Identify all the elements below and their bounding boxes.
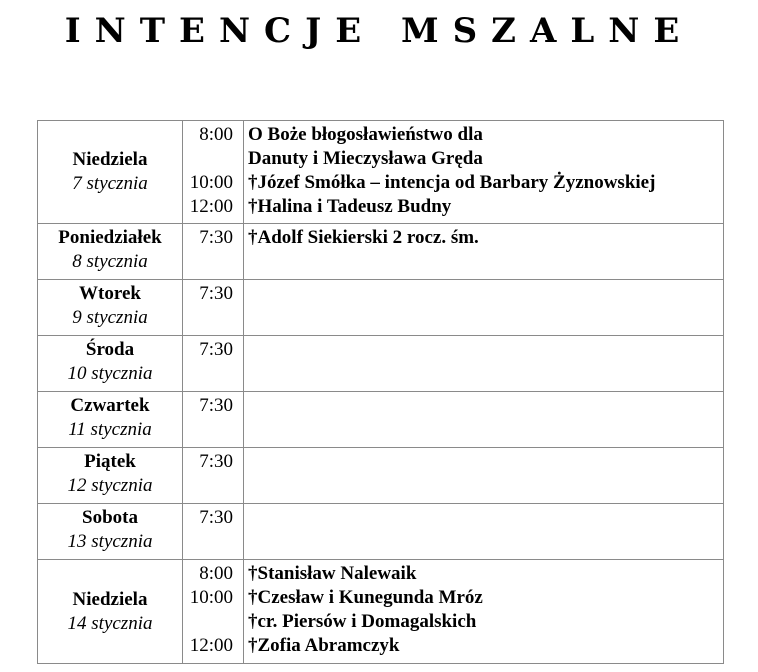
intention-text: †Adolf Siekierski 2 rocz. śm. [248, 227, 479, 248]
day-name: Niedziela [72, 588, 148, 610]
intention-text: †cr. Piersów i Domagalskich [248, 611, 477, 632]
day-name: Niedziela [72, 149, 148, 170]
mass-time [183, 610, 233, 634]
time-cell [183, 392, 244, 448]
mass-time: 10:00 [189, 587, 233, 608]
day-date: 13 stycznia [67, 531, 153, 552]
mass-time: 7:30 [199, 395, 233, 416]
mass-time: 7:30 [199, 451, 233, 472]
table-row [38, 504, 724, 560]
intention-cell [244, 224, 724, 280]
table-row [38, 448, 724, 504]
day-cell [38, 280, 183, 336]
mass-intentions-table [37, 120, 724, 664]
intention-text: †Czesław i Kunegunda Mróz [248, 587, 483, 608]
mass-time: 7:30 [199, 227, 233, 248]
table-row [38, 224, 724, 280]
mass-time: 8:00 [199, 563, 233, 584]
time-cell [183, 121, 244, 224]
mass-time: 10:00 [189, 172, 233, 193]
day-date: 8 stycznia [72, 251, 148, 272]
day-date: 11 stycznia [68, 419, 152, 440]
intention-text: Danuty i Mieczysława Gręda [248, 148, 483, 169]
intention-text: †Józef Smółka – intencja od Barbary Żyznowskiej [248, 172, 656, 193]
day-cell [38, 448, 183, 504]
mass-time: 7:30 [199, 283, 233, 304]
time-cell [183, 224, 244, 280]
table-row [38, 560, 724, 664]
table-row [38, 280, 724, 336]
time-cell [183, 504, 244, 560]
time-cell [183, 448, 244, 504]
table-row [38, 336, 724, 392]
day-name: Sobota [82, 507, 138, 528]
intention-cell [244, 560, 724, 664]
day-cell [38, 504, 183, 560]
mass-time: 12:00 [189, 635, 233, 656]
table-row [38, 121, 724, 224]
intention-cell [244, 448, 724, 504]
intention-cell [244, 336, 724, 392]
intention-cell [244, 392, 724, 448]
day-cell [38, 560, 183, 664]
intention-text: O Boże błogosławieństwo dla [248, 124, 483, 145]
day-cell [38, 121, 183, 224]
mass-time: 12:00 [189, 196, 233, 217]
time-cell [183, 560, 244, 664]
day-name: Wtorek [79, 283, 141, 304]
day-date: 9 stycznia [72, 307, 148, 328]
intention-cell [244, 121, 724, 224]
mass-time: 7:30 [199, 339, 233, 360]
day-date: 10 stycznia [67, 363, 153, 384]
time-cell [183, 336, 244, 392]
day-cell [38, 224, 183, 280]
day-name: Środa [85, 339, 135, 360]
intention-text: †Halina i Tadeusz Budny [248, 196, 452, 217]
day-date: 12 stycznia [67, 475, 153, 496]
day-cell [38, 336, 183, 392]
intention-text: †Zofia Abramczyk [248, 635, 400, 656]
mass-time: 7:30 [199, 507, 233, 528]
table-row [38, 392, 724, 448]
day-date: 7 stycznia [72, 173, 148, 194]
mass-time: 8:00 [199, 124, 233, 145]
day-name: Czwartek [70, 395, 150, 416]
intention-cell [244, 280, 724, 336]
intention-cell [244, 504, 724, 560]
time-cell [183, 280, 244, 336]
day-name: Piątek [84, 451, 136, 472]
page-title: INTENCJE MSZALNE [64, 11, 694, 51]
intention-text: †Stanisław Nalewaik [248, 563, 417, 584]
day-date: 14 stycznia [67, 612, 153, 634]
mass-time [183, 147, 233, 171]
day-cell [38, 392, 183, 448]
day-name: Poniedziałek [58, 227, 162, 248]
